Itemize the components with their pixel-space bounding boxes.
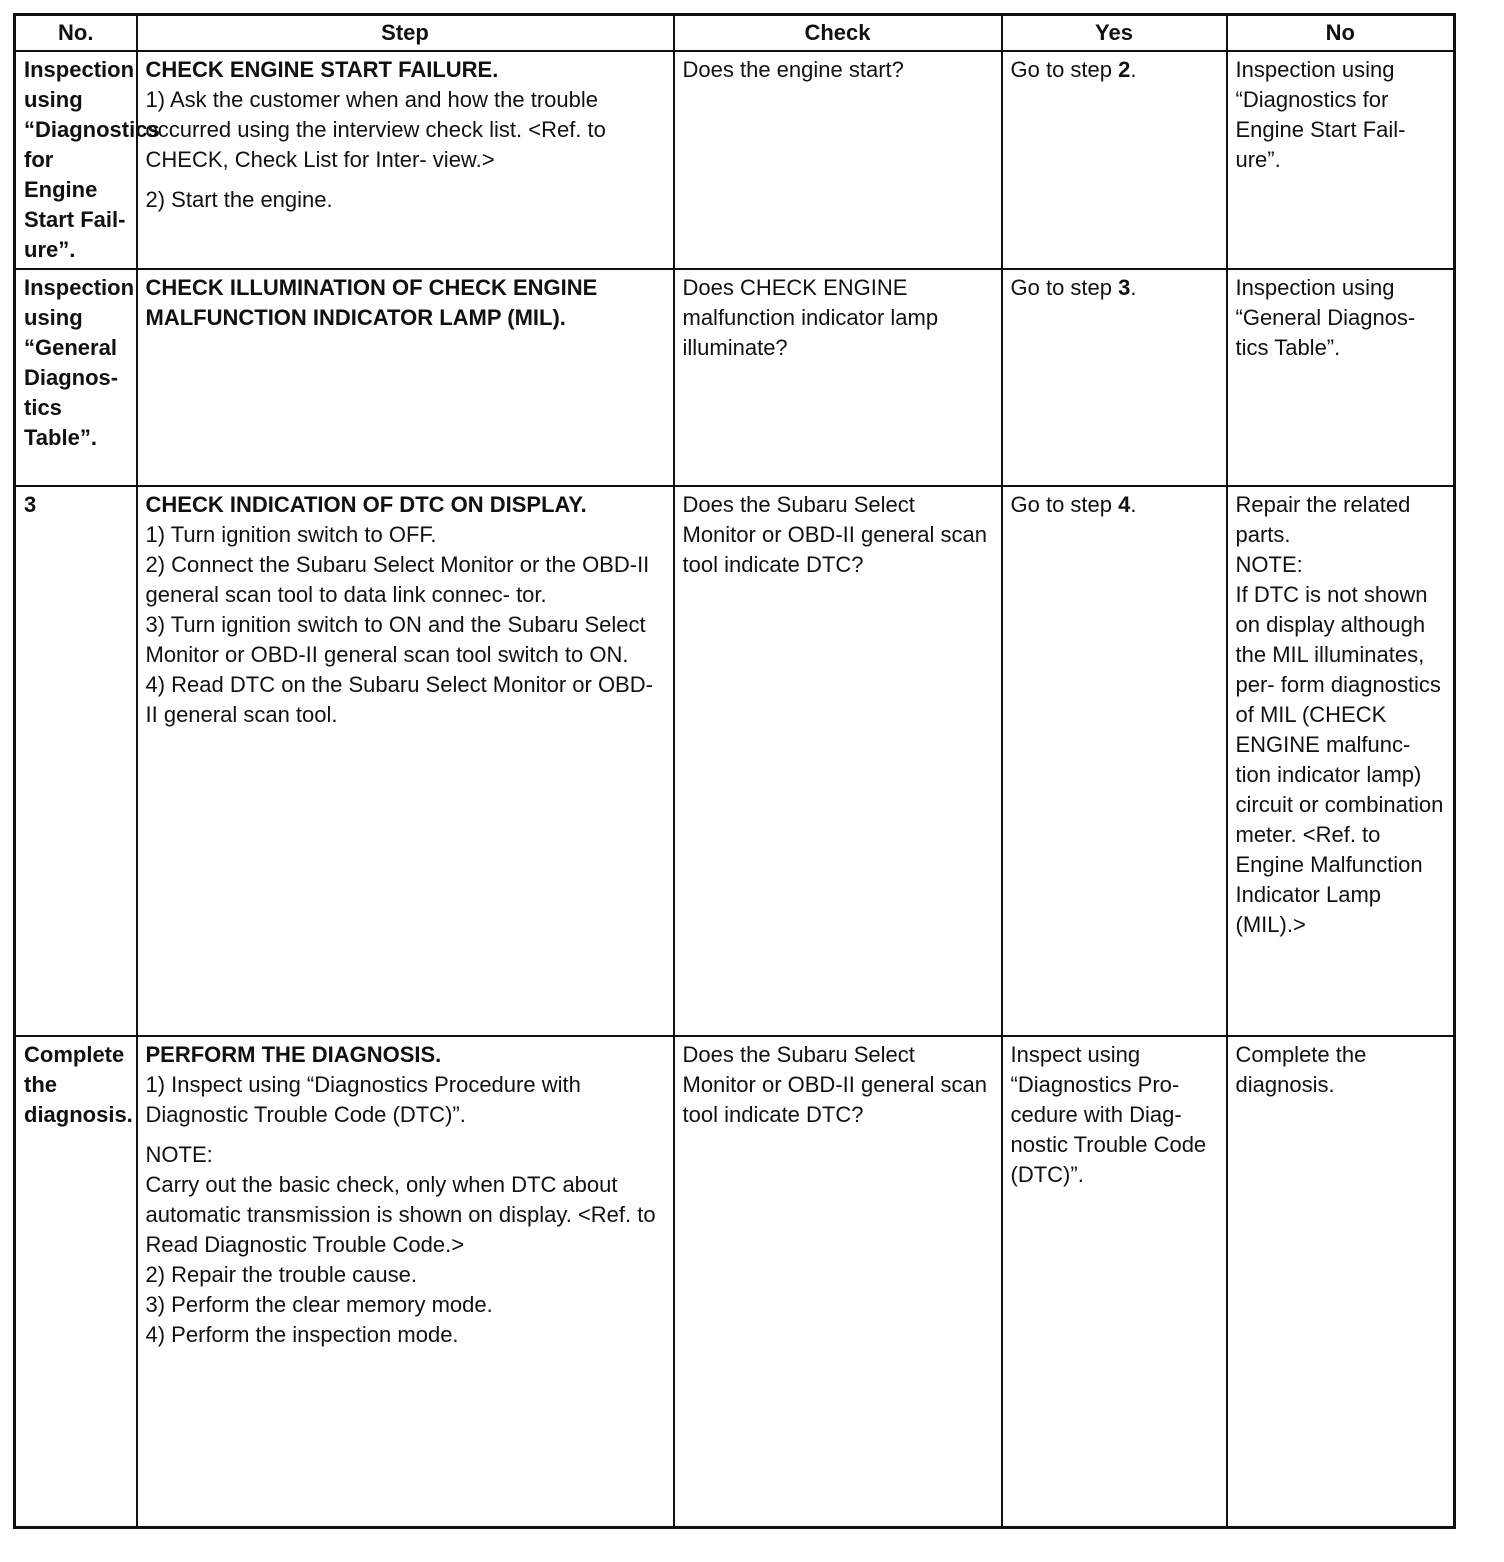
step-line: 4) Perform the inspection mode.: [145, 1322, 459, 1347]
step-cell: [137, 486, 674, 1036]
yes-cell: Inspect using “Diagnostics Pro- cedure with Diag- nostic Trouble Code (DTC)”.: [1002, 1036, 1227, 1528]
yes-cell: [1002, 51, 1227, 269]
step-line: 2) Connect the Subaru Select Monitor or the OBD-II general scan tool to data link connec- tor.: [145, 552, 650, 607]
yes-suffix: .: [1130, 492, 1137, 517]
no-line: NOTE:: [1235, 552, 1303, 577]
no-cell: Complete the diagnosis.: [1227, 1036, 1455, 1528]
check-cell: Does the engine start?: [674, 51, 1002, 269]
header-no: No.: [15, 15, 137, 52]
step-note-label: NOTE:: [145, 1142, 213, 1167]
diagnostic-table: [13, 13, 1456, 1529]
step-line: 1) Ask the customer when and how the trouble occurred using the interview check list. <Ref. to CHECK, Check List for Inter- view.>: [145, 87, 606, 172]
table-row: [15, 486, 1455, 1036]
no-cell: [1227, 486, 1455, 1036]
check-cell: Does the Subaru Select Monitor or OBD-II general scan tool indicate DTC?: [674, 486, 1002, 1036]
step-line: 1) Turn ignition switch to OFF.: [145, 522, 437, 547]
header-check: Check: [674, 15, 1002, 52]
yes-step-number: 3: [1118, 275, 1131, 300]
yes-cell: [1002, 269, 1227, 486]
yes-suffix: .: [1130, 275, 1137, 300]
header-no-col: No: [1227, 15, 1455, 52]
header-row: [15, 15, 1455, 52]
step-note-text: Carry out the basic check, only when DTC about automatic transmission is shown on display. <Ref. to Read Diagnostic Trouble Code.>: [145, 1172, 656, 1257]
yes-text: Go to step: [1010, 275, 1119, 300]
header-step: Step: [137, 15, 674, 52]
step-line: 4) Read DTC on the Subaru Select Monitor or OBD-II general scan tool.: [145, 672, 653, 727]
no-line: Repair the related parts.: [1235, 492, 1411, 547]
step-line: 1) Inspect using “Diagnostics Procedure with Diagnostic Trouble Code (DTC)”.: [145, 1072, 581, 1127]
row-number: 3: [15, 486, 137, 1036]
table-row: [15, 51, 1455, 269]
row-number: Inspection using “Diagnostics for Engine Start Fail- ure”.: [15, 51, 137, 269]
yes-step-number: 4: [1118, 492, 1131, 517]
step-line: 2) Repair the trouble cause.: [145, 1262, 417, 1287]
no-cell: Inspection using “General Diagnos- tics Table”.: [1227, 269, 1455, 486]
step-title: CHECK ILLUMINATION OF CHECK ENGINE MALFUNCTION INDICATOR LAMP (MIL).: [145, 275, 598, 330]
step-cell: [137, 269, 674, 486]
yes-step-number: 2: [1118, 57, 1131, 82]
check-cell: Does CHECK ENGINE malfunction indicator lamp illuminate?: [674, 269, 1002, 486]
step-cell: [137, 1036, 674, 1528]
step-title: PERFORM THE DIAGNOSIS.: [145, 1042, 442, 1067]
no-cell: Inspection using “Diagnostics for Engine Start Fail- ure”.: [1227, 51, 1455, 269]
row-number: Complete the diagnosis.: [15, 1036, 137, 1528]
yes-text: Go to step: [1010, 492, 1119, 517]
row-number: Inspection using “General Diagnos- tics Table”.: [15, 269, 137, 486]
table-row: [15, 269, 1455, 486]
check-cell: Does the Subaru Select Monitor or OBD-II general scan tool indicate DTC?: [674, 1036, 1002, 1528]
table-row: [15, 1036, 1455, 1528]
step-cell: [137, 51, 674, 269]
yes-cell: [1002, 486, 1227, 1036]
step-line: 3) Turn ignition switch to ON and the Subaru Select Monitor or OBD-II general scan tool switch to ON.: [145, 612, 646, 667]
yes-text: Go to step: [1010, 57, 1119, 82]
step-title: CHECK INDICATION OF DTC ON DISPLAY.: [145, 492, 587, 517]
no-line: If DTC is not shown on display although the MIL illuminates, per- form diagnostics of MIL (CHECK ENGINE malfunc- tion indicator lamp) circuit or combination meter. <Ref. to Engine Malfunction Indicator Lamp (MIL).>: [1235, 582, 1444, 937]
step-title: CHECK ENGINE START FAILURE.: [145, 57, 499, 82]
step-line: 3) Perform the clear memory mode.: [145, 1292, 493, 1317]
step-line: 2) Start the engine.: [145, 187, 333, 212]
yes-suffix: .: [1130, 57, 1137, 82]
header-yes: Yes: [1002, 15, 1227, 52]
